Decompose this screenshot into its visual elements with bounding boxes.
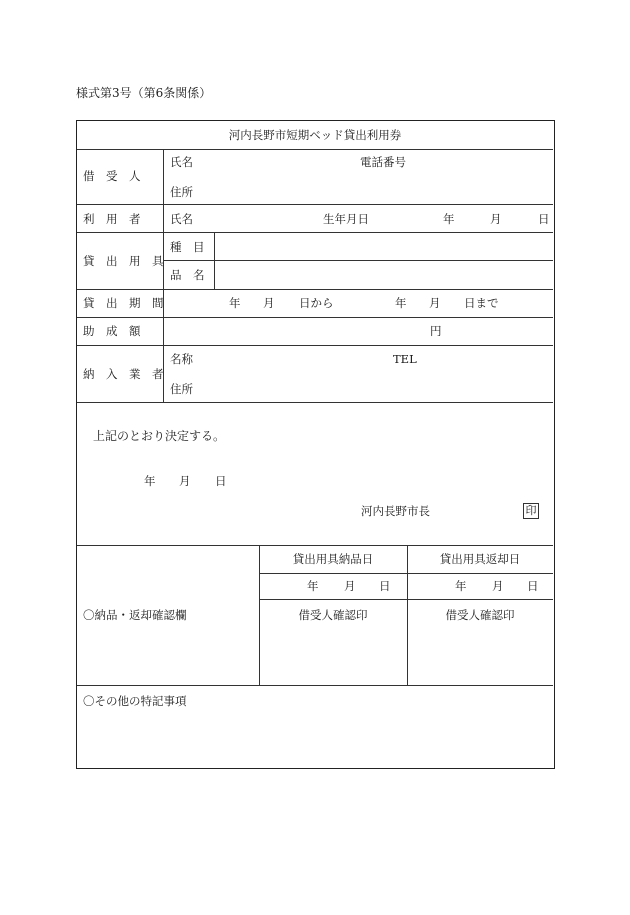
period-month: 月 (263, 296, 275, 310)
delivery-month: 月 (344, 579, 356, 593)
user-name-label: 氏名 (170, 212, 193, 226)
borrower-phone-label: 電話番号 (360, 155, 406, 169)
rule (77, 345, 553, 346)
notes-label: 〇その他の特記事項 (83, 694, 187, 708)
return-date-label: 貸出用具返却日 (439, 552, 521, 566)
decision-year: 年 (144, 474, 156, 488)
period-month2: 月 (429, 296, 441, 310)
rule (77, 402, 553, 403)
decision-month: 月 (179, 474, 191, 488)
equipment-label: 貸 出 用 具 (83, 254, 164, 268)
user-label: 利 用 者 (83, 212, 141, 226)
user-year: 年 (443, 212, 455, 226)
subsidy-label: 助 成 額 (83, 324, 141, 338)
vendor-address-label: 住所 (170, 382, 193, 396)
form-title: 河内長野市短期ベッド貸出利用券 (228, 128, 402, 142)
rule (77, 317, 553, 318)
rule (163, 149, 164, 402)
return-month: 月 (492, 579, 504, 593)
user-birth-label: 生年月日 (323, 212, 369, 226)
period-year2: 年 (395, 296, 407, 310)
decision-text: 上記のとおり決定する。 (93, 429, 226, 443)
period-from: 日から (299, 296, 334, 310)
period-year: 年 (229, 296, 241, 310)
user-day: 日 (538, 212, 550, 226)
form-number-label: 様式第3号（第6条関係） (76, 86, 212, 100)
subsidy-unit: 円 (430, 324, 442, 338)
delivery-date-label: 貸出用具納品日 (292, 552, 374, 566)
rule (77, 232, 553, 233)
borrower-name-label: 氏名 (170, 155, 193, 169)
rule (259, 599, 553, 600)
coupon-form (76, 120, 555, 769)
period-until: 日まで (464, 296, 499, 310)
return-year: 年 (455, 579, 467, 593)
return-borrower-seal-label: 借受人確認印 (445, 608, 515, 622)
borrower-label: 借 受 人 (83, 169, 141, 183)
rule (77, 204, 553, 205)
equipment-item-label: 品 名 (170, 268, 205, 282)
rule (163, 260, 553, 261)
period-label: 貸 出 期 間 (83, 296, 164, 310)
rule (259, 573, 553, 574)
rule (77, 289, 553, 290)
rule (77, 149, 553, 150)
decision-day: 日 (215, 474, 227, 488)
rule (214, 232, 215, 289)
borrower-address-label: 住所 (170, 185, 193, 199)
return-day: 日 (527, 579, 539, 593)
rule (77, 685, 553, 686)
confirmation-label: 〇納品・返却確認欄 (83, 608, 187, 622)
equipment-type-label: 種 目 (170, 240, 205, 254)
user-month: 月 (490, 212, 502, 226)
vendor-label: 納 入 業 者 (83, 367, 164, 381)
delivery-borrower-seal-label: 借受人確認印 (298, 608, 368, 622)
vendor-tel-label: TEL (393, 352, 417, 366)
delivery-year: 年 (307, 579, 319, 593)
rule (77, 545, 553, 546)
mayor-label: 河内長野市長 (361, 504, 430, 518)
vendor-name-label: 名称 (170, 352, 193, 366)
seal-mark: 印 (523, 503, 539, 519)
delivery-day: 日 (379, 579, 391, 593)
